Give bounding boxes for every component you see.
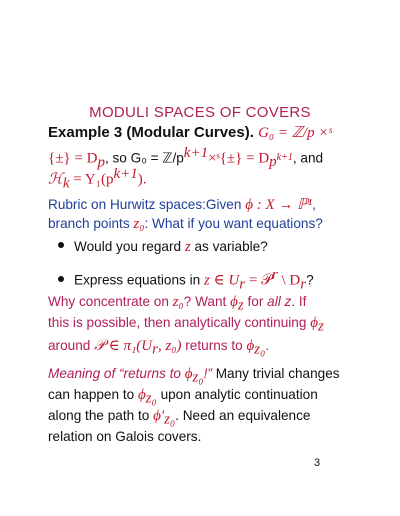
why-line-1: Why concentrate on z₀? Want $\phi_z$ for all z. If xyxy=(48,294,307,314)
bullet-dot-icon xyxy=(58,242,64,248)
example-line-1 xyxy=(48,123,332,142)
example-line-3: ℋ$_k$ = $Y_1(p^{k+1})$. xyxy=(48,166,147,192)
rubric-line-1: Rubric on Hurwitz spaces:Given ϕ : X → ℙ¹, xyxy=(48,197,316,213)
bullet-dot-icon xyxy=(58,276,64,282)
example-line-2: {±} = $D_p$, so $G_0 = ℤ/p^{k+1}\times ˢ\{\pm\} = D_{p^{k+1}}$, and xyxy=(48,145,324,171)
meaning-line-3: along the path to $\phi'_{z_0}$. Need an equivalence xyxy=(48,408,311,428)
example-heading: Example 3 (Modular Curves). xyxy=(48,124,254,141)
meaning-line-4: relation on Galois covers. xyxy=(48,429,202,444)
rubric-line-2: branch points z₀: What if you want equations? xyxy=(48,216,323,232)
why-line-2: this is possible, then analytically continuing $\phi_z$ xyxy=(48,315,324,335)
example-math-g0: G₀ = ℤ/p ×ˢ xyxy=(258,125,332,141)
meaning-line-2: can happen to $\phi_{z_0}$ upon analytic continuation xyxy=(48,387,318,407)
page-number: 3 xyxy=(314,457,321,469)
bullet-item-2: Express equations in z ∈ $U_r$ = 𝒫$^r$ \ $D_r$? xyxy=(58,267,314,293)
why-line-3: around 𝒫 ∈ $\pi_1(U_r$, z₀) returns to $\phi_{z_0}$. xyxy=(48,338,270,358)
bullet-item-1: Would you regard z as variable? xyxy=(58,239,268,256)
slide-title: MODULI SPACES OF COVERS xyxy=(89,104,311,121)
meaning-line-1: Meaning of “returns to $\phi_{z_0}$!” Many trivial changes xyxy=(48,366,340,386)
